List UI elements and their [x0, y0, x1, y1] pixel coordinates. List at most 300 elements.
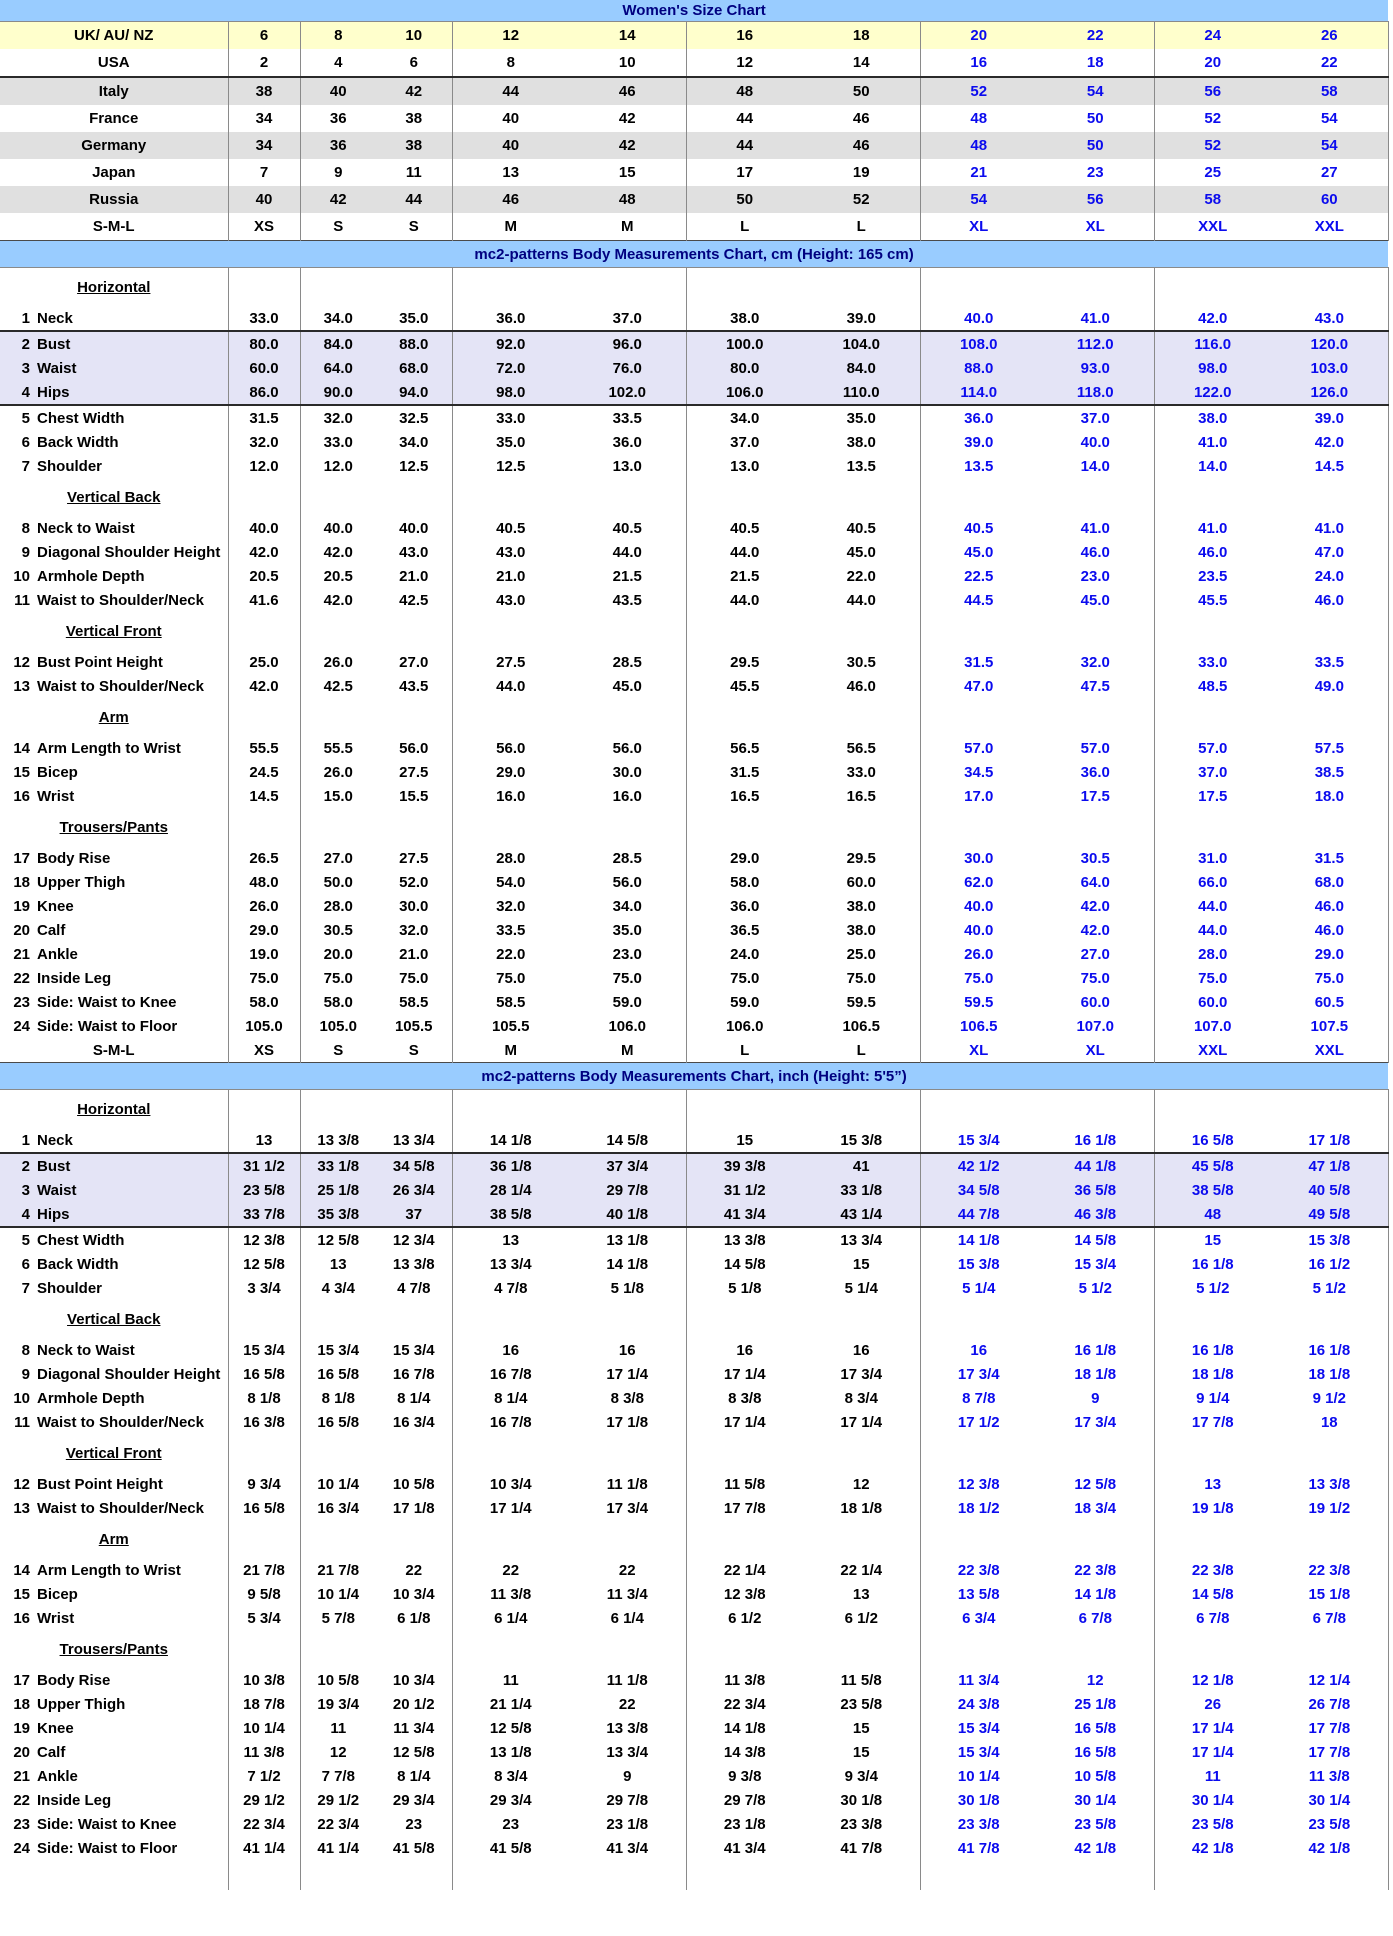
- value-cell: 42.0: [1037, 894, 1154, 918]
- region-label: UK/ AU/ NZ: [0, 22, 228, 50]
- value-cell: 48.0: [228, 870, 300, 894]
- row-number: 19: [13, 897, 30, 915]
- measurement-row-bust: [0, 331, 1388, 356]
- value-cell: 46.0: [1271, 894, 1388, 918]
- value-cell: 9 3/4: [803, 1764, 920, 1788]
- value-cell: 90.0: [300, 380, 376, 405]
- value-cell: 36.0: [496, 309, 526, 327]
- value-cell: 13.5: [803, 454, 920, 478]
- value-cell: 41 1/4: [317, 1839, 360, 1857]
- value-cell: 11 3/8: [1271, 1764, 1388, 1788]
- value-cell: 60.5: [1271, 990, 1388, 1014]
- empty-cell: [569, 268, 686, 307]
- value-cell: 29 3/4: [376, 1788, 452, 1812]
- value-cell: 41.0: [1271, 516, 1388, 540]
- measurement-label: [0, 894, 228, 918]
- measurement-row-diagonal-shoulder-height: [0, 540, 1388, 564]
- value-cell: 12 1/4: [1271, 1668, 1388, 1692]
- value-cell: 15: [803, 1252, 920, 1276]
- group-header-trousers-pants: [0, 808, 1388, 846]
- empty-cell: [803, 1860, 920, 1890]
- value-cell: 62.0: [964, 873, 994, 891]
- value-cell: 23 1/8: [723, 1815, 766, 1833]
- row-number: 21: [13, 945, 30, 963]
- value-cell: M: [569, 1038, 686, 1063]
- value-cell: 29.0: [228, 918, 300, 942]
- value-cell: 10 3/4: [376, 1582, 452, 1606]
- empty-cell: [1154, 1630, 1271, 1668]
- value-cell: 72.0: [452, 356, 569, 380]
- group-header-horizontal: [0, 1090, 1388, 1129]
- value-cell: 80.0: [686, 356, 803, 380]
- value-cell: 38.0: [803, 430, 920, 454]
- row-label-text: Hips: [37, 1205, 70, 1223]
- value-cell: 17.5: [1198, 787, 1228, 805]
- value-cell: 75.0: [1198, 969, 1228, 987]
- row-number: 2: [21, 1157, 30, 1175]
- value-cell: 14: [803, 49, 920, 77]
- value-cell: 60.0: [803, 870, 920, 894]
- value-cell: 9 3/8: [728, 1767, 762, 1785]
- value-cell: 16 5/8: [317, 1365, 360, 1383]
- value-cell: 31.5: [228, 405, 300, 430]
- value-cell: 6 1/4: [569, 1606, 686, 1630]
- value-cell: 11 1/8: [569, 1472, 686, 1496]
- value-cell: 11: [502, 1671, 519, 1689]
- row-number: 16: [13, 787, 30, 805]
- row-number: 8: [21, 1341, 30, 1359]
- value-cell: 13 1/8: [489, 1743, 532, 1761]
- value-cell: 54: [1271, 132, 1388, 159]
- value-cell: 7 7/8: [321, 1767, 355, 1785]
- value-cell: 14 1/8: [1037, 1582, 1154, 1606]
- value-cell: 41 7/8: [957, 1839, 1000, 1857]
- value-cell: 29 7/8: [569, 1178, 686, 1202]
- value-cell: 40.0: [964, 921, 994, 939]
- value-cell: 48: [920, 132, 1037, 159]
- value-cell: 64.0: [300, 356, 376, 380]
- measurement-row-waist-to-shoulder-neck: [0, 1410, 1388, 1434]
- value-cell: 45.0: [1037, 588, 1154, 612]
- value-cell: 41: [803, 1153, 920, 1178]
- value-cell: 30 1/8: [957, 1791, 1000, 1809]
- value-cell: 24.0: [1271, 564, 1388, 588]
- measurement-label: [0, 674, 228, 698]
- value-cell: 84.0: [803, 356, 920, 380]
- value-cell: 59.5: [964, 993, 994, 1011]
- empty-cell: [569, 1860, 686, 1890]
- measurement-label: [0, 1252, 228, 1276]
- value-cell: 17 7/8: [1191, 1413, 1234, 1431]
- value-cell: 27.5: [376, 846, 452, 870]
- empty-cell: [1037, 698, 1154, 736]
- value-cell: 23 1/8: [569, 1812, 686, 1836]
- value-cell: 36.0: [1037, 760, 1154, 784]
- value-cell: 8 1/4: [494, 1389, 528, 1407]
- value-cell: 44: [452, 77, 569, 105]
- row-label-text: Inside Leg: [37, 969, 112, 987]
- empty-cell: [1037, 1300, 1154, 1338]
- value-cell: 17 1/4: [803, 1410, 920, 1434]
- value-cell: 22 3/4: [317, 1815, 360, 1833]
- value-cell: 9: [569, 1764, 686, 1788]
- value-cell: 22: [376, 1558, 452, 1582]
- measurement-row-wrist: [0, 1606, 1388, 1630]
- value-cell: 8 1/8: [228, 1386, 300, 1410]
- value-cell: 6 7/8: [1271, 1606, 1388, 1630]
- group-header-label: [0, 1434, 228, 1472]
- measurement-row-arm-length-to-wrist: [0, 1558, 1388, 1582]
- value-cell: 6 1/2: [728, 1609, 762, 1627]
- value-cell: 42 1/8: [1271, 1836, 1388, 1860]
- value-cell: 43.0: [496, 543, 526, 561]
- empty-cell: [1154, 1300, 1271, 1338]
- measurement-row-inside-leg: [0, 966, 1388, 990]
- value-cell: 46.0: [1198, 543, 1228, 561]
- value-cell: 16 7/8: [376, 1362, 452, 1386]
- value-cell: 31.5: [964, 653, 994, 671]
- row-number: 23: [13, 993, 30, 1011]
- value-cell: 25.0: [803, 942, 920, 966]
- value-cell: 42.5: [323, 677, 353, 695]
- value-cell: 66.0: [1198, 873, 1228, 891]
- table-tail: [0, 1860, 1388, 1936]
- row-number: 15: [13, 763, 30, 781]
- empty-cell: [376, 1860, 452, 1890]
- row-label-text: Bicep: [37, 763, 78, 781]
- value-cell: 13 3/4: [489, 1255, 532, 1273]
- value-cell: 12 5/8: [489, 1719, 532, 1737]
- empty-cell: [686, 1434, 803, 1472]
- value-cell: 52: [920, 77, 1037, 105]
- measurement-label: [0, 942, 228, 966]
- measurement-label: [0, 736, 228, 760]
- value-cell: 18: [1037, 49, 1154, 77]
- value-cell: 48: [686, 77, 803, 105]
- value-cell: 45.5: [730, 677, 760, 695]
- value-cell: 7: [228, 159, 300, 186]
- value-cell: 16 5/8: [228, 1496, 300, 1520]
- value-cell: 19.0: [228, 942, 300, 966]
- row-label-text: Inside Leg: [37, 1791, 112, 1809]
- value-cell: 41 1/4: [228, 1836, 300, 1860]
- value-cell: 29 7/8: [723, 1791, 766, 1809]
- empty-cell: [803, 478, 920, 516]
- empty-cell: [376, 698, 452, 736]
- value-cell: 16.0: [496, 787, 526, 805]
- value-cell: 18: [803, 22, 920, 50]
- value-cell: 13: [803, 1582, 920, 1606]
- empty-cell: [376, 1520, 452, 1558]
- sml-label: S-M-L: [0, 1038, 228, 1063]
- value-cell: 40.0: [964, 897, 994, 915]
- value-cell: 17.5: [1037, 784, 1154, 808]
- group-header-text: Vertical Back: [67, 1310, 161, 1328]
- value-cell: 16: [803, 1338, 920, 1362]
- empty-cell: [569, 1520, 686, 1558]
- value-cell: 5 1/8: [569, 1276, 686, 1300]
- empty-cell: [300, 808, 376, 846]
- value-cell: 20: [920, 22, 1037, 50]
- empty-cell: [452, 1520, 569, 1558]
- value-cell: 49.0: [1271, 674, 1388, 698]
- value-cell: 40.5: [803, 516, 920, 540]
- measurement-row-bust-point-height: [0, 1472, 1388, 1496]
- group-header-horizontal: [0, 268, 1388, 307]
- measurement-row-ankle: [0, 1764, 1388, 1788]
- value-cell: 14.0: [1198, 457, 1228, 475]
- value-cell: 43.0: [376, 540, 452, 564]
- row-number: 2: [21, 335, 30, 353]
- empty-cell: [1037, 1434, 1154, 1472]
- value-cell: 11: [1204, 1767, 1221, 1785]
- value-cell: 14 5/8: [723, 1255, 766, 1273]
- value-cell: 56: [1154, 77, 1271, 105]
- value-cell: 19: [803, 159, 920, 186]
- value-cell: 106.0: [569, 1014, 686, 1038]
- value-cell: 13: [228, 1128, 300, 1153]
- value-cell: 5 3/4: [228, 1606, 300, 1630]
- value-cell: 13: [502, 1231, 520, 1249]
- value-cell: L: [740, 218, 750, 235]
- value-cell: 42.0: [228, 540, 300, 564]
- empty-cell: [228, 1860, 300, 1890]
- value-cell: 28.5: [569, 650, 686, 674]
- empty-cell: [920, 1630, 1037, 1668]
- value-cell: 21.5: [730, 567, 760, 585]
- value-cell: 22 3/8: [1271, 1558, 1388, 1582]
- empty-cell: [300, 1520, 376, 1558]
- row-label-text: Shoulder: [37, 457, 103, 475]
- value-cell: 13 5/8: [957, 1585, 1000, 1603]
- value-cell: 17 1/8: [569, 1410, 686, 1434]
- measurement-row-wrist: [0, 784, 1388, 808]
- empty-cell: [1271, 1434, 1388, 1472]
- value-cell: 41 7/8: [803, 1836, 920, 1860]
- value-cell: 5 1/2: [1271, 1276, 1388, 1300]
- measurement-row-shoulder: [0, 1276, 1388, 1300]
- value-cell: 57.0: [1037, 736, 1154, 760]
- value-cell: 23 5/8: [1271, 1812, 1388, 1836]
- row-number: 7: [21, 457, 30, 475]
- measurement-row-bicep: [0, 1582, 1388, 1606]
- value-cell: 13 3/8: [376, 1252, 452, 1276]
- value-cell: 10 5/8: [376, 1472, 452, 1496]
- value-cell: 25 1/8: [300, 1178, 376, 1202]
- row-label-text: Armhole Depth: [37, 1389, 145, 1407]
- row-label-text: Bust Point Height: [37, 1475, 163, 1493]
- measurement-label: [0, 1276, 228, 1300]
- value-cell: 16: [569, 1338, 686, 1362]
- value-cell: 17.0: [964, 787, 994, 805]
- value-cell: 18 3/4: [1037, 1496, 1154, 1520]
- value-cell: 42 1/8: [1037, 1836, 1154, 1860]
- value-cell: 6: [228, 22, 300, 50]
- value-cell: 8 3/4: [494, 1767, 528, 1785]
- value-cell: 9: [334, 164, 343, 181]
- empty-cell: [920, 1860, 1037, 1890]
- row-label-text: Body Rise: [37, 1671, 111, 1689]
- inch-measurements-section: [0, 1090, 1388, 1861]
- measurement-row-waist: [0, 356, 1388, 380]
- empty-cell: [803, 698, 920, 736]
- value-cell: 14 1/8: [489, 1131, 532, 1149]
- value-cell: 75.0: [569, 966, 686, 990]
- value-cell: 45 5/8: [1154, 1153, 1271, 1178]
- value-cell: 22: [1037, 22, 1154, 50]
- group-header-text: Vertical Back: [67, 488, 161, 506]
- value-cell: 103.0: [1271, 356, 1388, 380]
- value-cell: 29.0: [1271, 942, 1388, 966]
- value-cell: 120.0: [1271, 331, 1388, 356]
- measurement-label: [0, 1496, 228, 1520]
- row-number: 14: [13, 739, 30, 757]
- empty-cell: [0, 1860, 228, 1890]
- empty-cell: [452, 1630, 569, 1668]
- empty-cell: [452, 808, 569, 846]
- measurement-label: [0, 540, 228, 564]
- value-cell: 58.5: [496, 993, 526, 1011]
- measurement-row-neck: [0, 306, 1388, 331]
- value-cell: 3 3/4: [228, 1276, 300, 1300]
- value-cell: 32.0: [228, 430, 300, 454]
- empty-cell: [1154, 1860, 1271, 1890]
- empty-cell: [228, 1434, 300, 1472]
- value-cell: 18 7/8: [228, 1692, 300, 1716]
- measurement-row-waist-to-shoulder-neck: [0, 674, 1388, 698]
- value-cell: 8 1/4: [376, 1386, 452, 1410]
- measurement-row-side-waist-to-knee: [0, 1812, 1388, 1836]
- value-cell: 26.0: [228, 894, 300, 918]
- value-cell: 44 1/8: [1037, 1153, 1154, 1178]
- empty-cell: [920, 808, 1037, 846]
- row-label-text: Neck: [37, 1131, 73, 1149]
- size-row-italy: [0, 77, 1388, 105]
- inch-section-header: [0, 1063, 1388, 1090]
- value-cell: 31 1/2: [228, 1153, 300, 1178]
- value-cell: 13.0: [730, 457, 760, 475]
- value-cell: 107.0: [1193, 1017, 1232, 1035]
- empty-cell: [376, 612, 452, 650]
- value-cell: 14 5/8: [569, 1128, 686, 1153]
- value-cell: 30.0: [376, 894, 452, 918]
- empty-cell: [686, 698, 803, 736]
- group-header-vertical-back: [0, 1300, 1388, 1338]
- value-cell: 32.5: [376, 405, 452, 430]
- value-cell: 40 1/8: [569, 1202, 686, 1227]
- value-cell: 30 1/8: [803, 1788, 920, 1812]
- value-cell: 46: [803, 105, 920, 132]
- value-cell: 46 3/8: [1037, 1202, 1154, 1227]
- value-cell: 10 5/8: [317, 1671, 360, 1689]
- value-cell: 35 3/8: [300, 1202, 376, 1227]
- group-header-text: Vertical Front: [65, 1444, 162, 1462]
- empty-cell: [300, 1860, 376, 1890]
- value-cell: XL: [969, 218, 989, 235]
- row-number: 20: [13, 1743, 30, 1761]
- value-cell: 21.0: [376, 942, 452, 966]
- value-cell: 13 3/8: [317, 1131, 360, 1149]
- value-cell: 22 3/8: [957, 1561, 1000, 1579]
- value-cell: 9: [1037, 1386, 1154, 1410]
- measurement-row-armhole-depth: [0, 564, 1388, 588]
- empty-cell: [686, 808, 803, 846]
- empty-cell: [1271, 478, 1388, 516]
- value-cell: 46.0: [1271, 588, 1388, 612]
- value-cell: 20.0: [323, 945, 353, 963]
- measurement-label: [0, 784, 228, 808]
- value-cell: 47.5: [1037, 674, 1154, 698]
- value-cell: 17 3/4: [803, 1362, 920, 1386]
- value-cell: 84.0: [300, 331, 376, 356]
- value-cell: 55.5: [228, 736, 300, 760]
- row-label-text: Back Width: [37, 433, 119, 451]
- value-cell: 15 3/4: [317, 1341, 360, 1359]
- value-cell: 44.0: [1198, 897, 1228, 915]
- row-label-text: Arm Length to Wrist: [37, 1561, 181, 1579]
- value-cell: 10 3/4: [376, 1668, 452, 1692]
- sml-row: [0, 1038, 1388, 1063]
- measurement-row-chest-width: [0, 405, 1388, 430]
- row-label-text: Arm Length to Wrist: [37, 739, 181, 757]
- value-cell: 16: [502, 1341, 520, 1359]
- measurement-row-calf: [0, 918, 1388, 942]
- value-cell: 44: [736, 110, 754, 127]
- value-cell: 14: [569, 22, 686, 50]
- value-cell: 41 3/4: [723, 1839, 766, 1857]
- measurement-row-shoulder: [0, 454, 1388, 478]
- value-cell: 40.0: [964, 309, 994, 327]
- region-label: Russia: [0, 186, 228, 213]
- value-cell: 44.0: [1198, 921, 1228, 939]
- value-cell: 44: [376, 186, 452, 213]
- measurement-label: [0, 1362, 228, 1386]
- value-cell: 36 1/8: [452, 1153, 569, 1178]
- region-label: Italy: [0, 77, 228, 105]
- value-cell: 16 3/4: [317, 1499, 360, 1517]
- group-header-label: [0, 1300, 228, 1338]
- value-cell: 30.0: [964, 849, 994, 867]
- measurement-row-side-waist-to-floor: [0, 1014, 1388, 1038]
- value-cell: 40: [452, 132, 569, 159]
- value-cell: 17 3/4: [957, 1365, 1000, 1383]
- value-cell: 41 3/4: [569, 1836, 686, 1860]
- row-number: 10: [13, 1389, 30, 1407]
- empty-cell: [686, 612, 803, 650]
- value-cell: 37.0: [569, 306, 686, 331]
- measurement-label: [0, 1128, 228, 1153]
- value-cell: 21 7/8: [317, 1561, 360, 1579]
- value-cell: 16 3/8: [228, 1410, 300, 1434]
- measurement-row-hips: [0, 1202, 1388, 1227]
- value-cell: 46: [569, 77, 686, 105]
- measurement-row-body-rise: [0, 846, 1388, 870]
- empty-cell: [569, 808, 686, 846]
- value-cell: 30 1/4: [1271, 1788, 1388, 1812]
- size-row-s-m-l: [0, 213, 1388, 241]
- empty-cell: [569, 1090, 686, 1129]
- row-number: 19: [13, 1719, 30, 1737]
- row-number: 22: [13, 969, 30, 987]
- value-cell: 25.0: [228, 650, 300, 674]
- value-cell: 42.0: [228, 674, 300, 698]
- value-cell: 6 1/2: [803, 1606, 920, 1630]
- value-cell: 14 1/8: [957, 1231, 1000, 1249]
- value-cell: 19 1/2: [1271, 1496, 1388, 1520]
- value-cell: 75.0: [1271, 966, 1388, 990]
- value-cell: 16 7/8: [489, 1365, 532, 1383]
- empty-cell: [1154, 1434, 1271, 1472]
